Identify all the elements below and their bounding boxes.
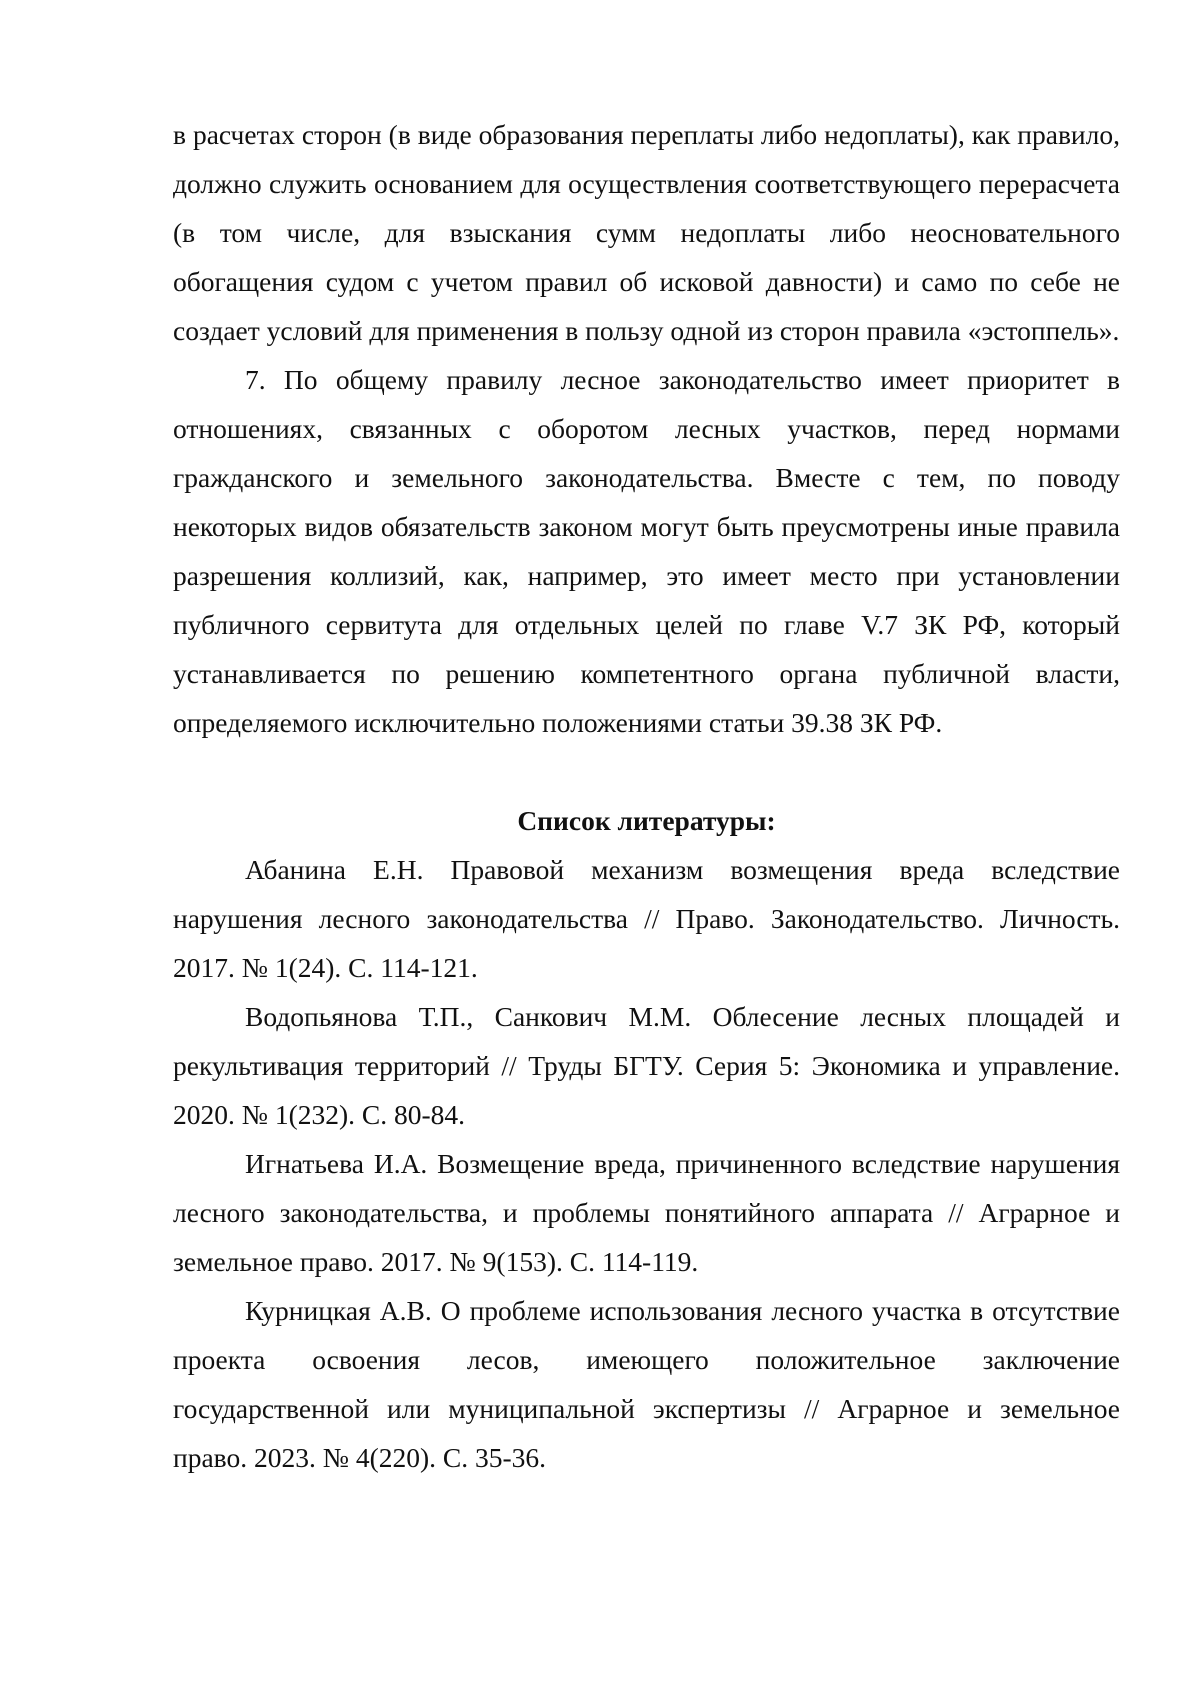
paragraph-continuation: в расчетах сторон (в виде образования переплаты либо недоплаты), как правило, должно служить основанием для осуществления соответствующего перерасчета (в том числе, для взыскания сумм недоплаты либо неосновательного обогащения судом с учетом правил об исковой давности) и само по себе не создает условий для применения в пользу одной из сторон правила «эстоппель». [173, 119, 1120, 346]
reference-item: Абанина Е.Н. Правовой механизм возмещения вреда вследствие нарушения лесного законодательства // Право. Законодательство. Личность. 2017. № 1(24). С. 114-121. [173, 854, 1120, 983]
references-heading: Список литературы: [517, 805, 776, 836]
reference-item: Игнатьева И.А. Возмещение вреда, причиненного вследствие нарушения лесного законодательства, и проблемы понятийного аппарата // Аграрное и земельное право. 2017. № 9(153). С. 114-119. [173, 1148, 1120, 1277]
paragraph-7: 7. По общему правилу лесное законодательство имеет приоритет в отношениях, связанных с оборотом лесных участков, перед нормами гражданского и земельного законодательства. Вместе с тем, по поводу некоторых видов обязательств законом могут быть преусмотрены иные правила разрешения коллизий, как, например, это имеет место при установлении публичного сервитута для отдельных целей по главе V.7 ЗК РФ, который устанавливается по решению компетентного органа публичной власти, определяемого исключительно положениями статьи 39.38 ЗК РФ. [173, 364, 1120, 738]
reference-item: Курницкая А.В. О проблеме использования лесного участка в отсутствие проекта освоения лесов, имеющего положительное заключение государственной или муниципальной экспертизы // Аграрное и земельное право. 2023. № 4(220). С. 35-36. [173, 1295, 1120, 1473]
reference-item: Водопьянова Т.П., Санкович М.М. Облесение лесных площадей и рекультивация территорий // Труды БГТУ. Серия 5: Экономика и управление. 2020. № 1(232). С. 80-84. [173, 1001, 1120, 1130]
page-content [173, 110, 1120, 1482]
